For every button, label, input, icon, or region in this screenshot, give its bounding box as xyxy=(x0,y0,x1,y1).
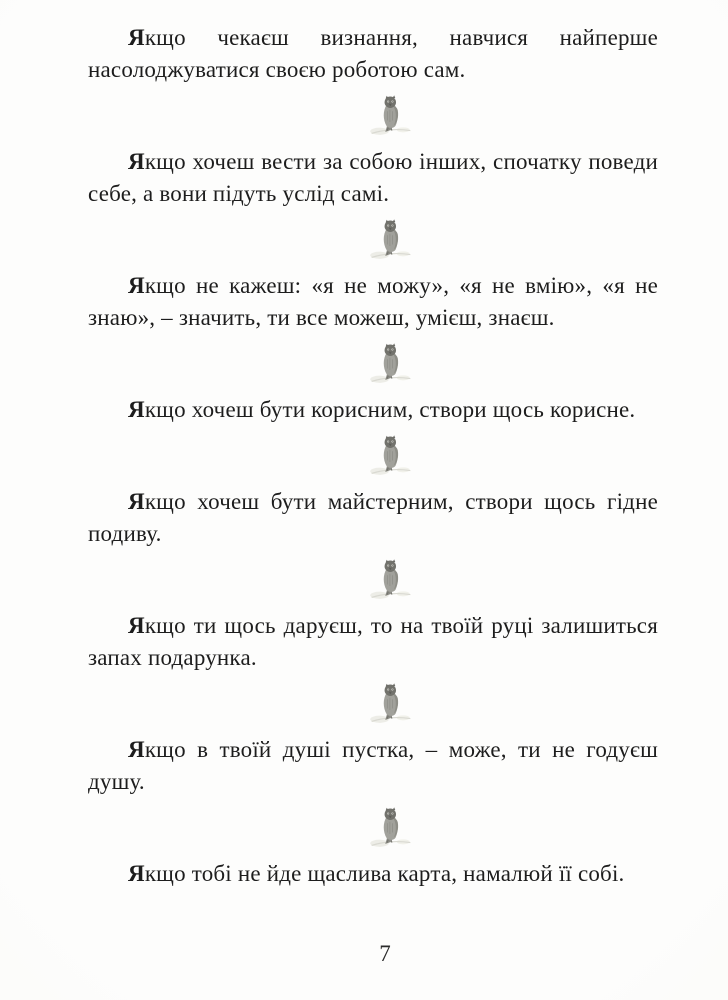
aphorism-initial-letter: Я xyxy=(128,861,145,886)
owl-divider xyxy=(88,558,658,602)
aphorism-initial-letter: Я xyxy=(128,489,145,514)
owl-divider xyxy=(88,806,658,850)
owl-divider xyxy=(88,682,658,726)
aphorism-list xyxy=(88,22,658,890)
aphorism-paragraph: Якщо чекаєш визнання, навчися найперше насолоджуватися своєю роботою сам. xyxy=(88,25,658,82)
owl-icon xyxy=(368,94,414,137)
owl-icon xyxy=(368,558,414,601)
aphorism-initial-letter: Я xyxy=(128,397,145,422)
owl-divider xyxy=(88,434,658,478)
owl-icon xyxy=(368,218,414,261)
aphorism-paragraph: Якщо хочеш бути майстерним, створи щось гідне подиву. xyxy=(88,489,658,546)
aphorism-initial-letter: Я xyxy=(128,613,145,638)
owl-icon xyxy=(368,682,414,725)
aphorism-paragraph: Якщо тобі не йде щаслива карта, намалюй її собі. xyxy=(128,861,625,886)
aphorism-paragraph: Якщо в твоїй душі пустка, – може, ти не годуєш душу. xyxy=(88,737,658,794)
owl-icon xyxy=(368,806,414,849)
owl-divider xyxy=(88,94,658,138)
aphorism-initial-letter: Я xyxy=(128,149,145,174)
aphorism-paragraph: Якщо ти щось даруєш, то на твоїй руці залишиться запах подарунка. xyxy=(88,613,658,670)
owl-divider xyxy=(88,218,658,262)
page-number: 7 xyxy=(379,941,391,966)
aphorism-initial-letter: Я xyxy=(128,273,145,298)
owl-icon xyxy=(368,434,414,477)
aphorism-paragraph: Якщо хочеш вести за собою інших, спочатку поведи себе, а вони підуть услід самі. xyxy=(88,149,658,206)
owl-icon xyxy=(368,342,414,385)
owl-divider xyxy=(88,342,658,386)
aphorism-initial-letter: Я xyxy=(128,737,145,762)
aphorism-paragraph: Якщо хочеш бути корисним, створи щось корисне. xyxy=(128,397,636,422)
aphorism-paragraph: Якщо не кажеш: «я не можу», «я не вмію», «я не знаю», – значить, ти все можеш, умієш, знаєш. xyxy=(88,273,658,330)
aphorism-initial-letter: Я xyxy=(128,25,145,50)
